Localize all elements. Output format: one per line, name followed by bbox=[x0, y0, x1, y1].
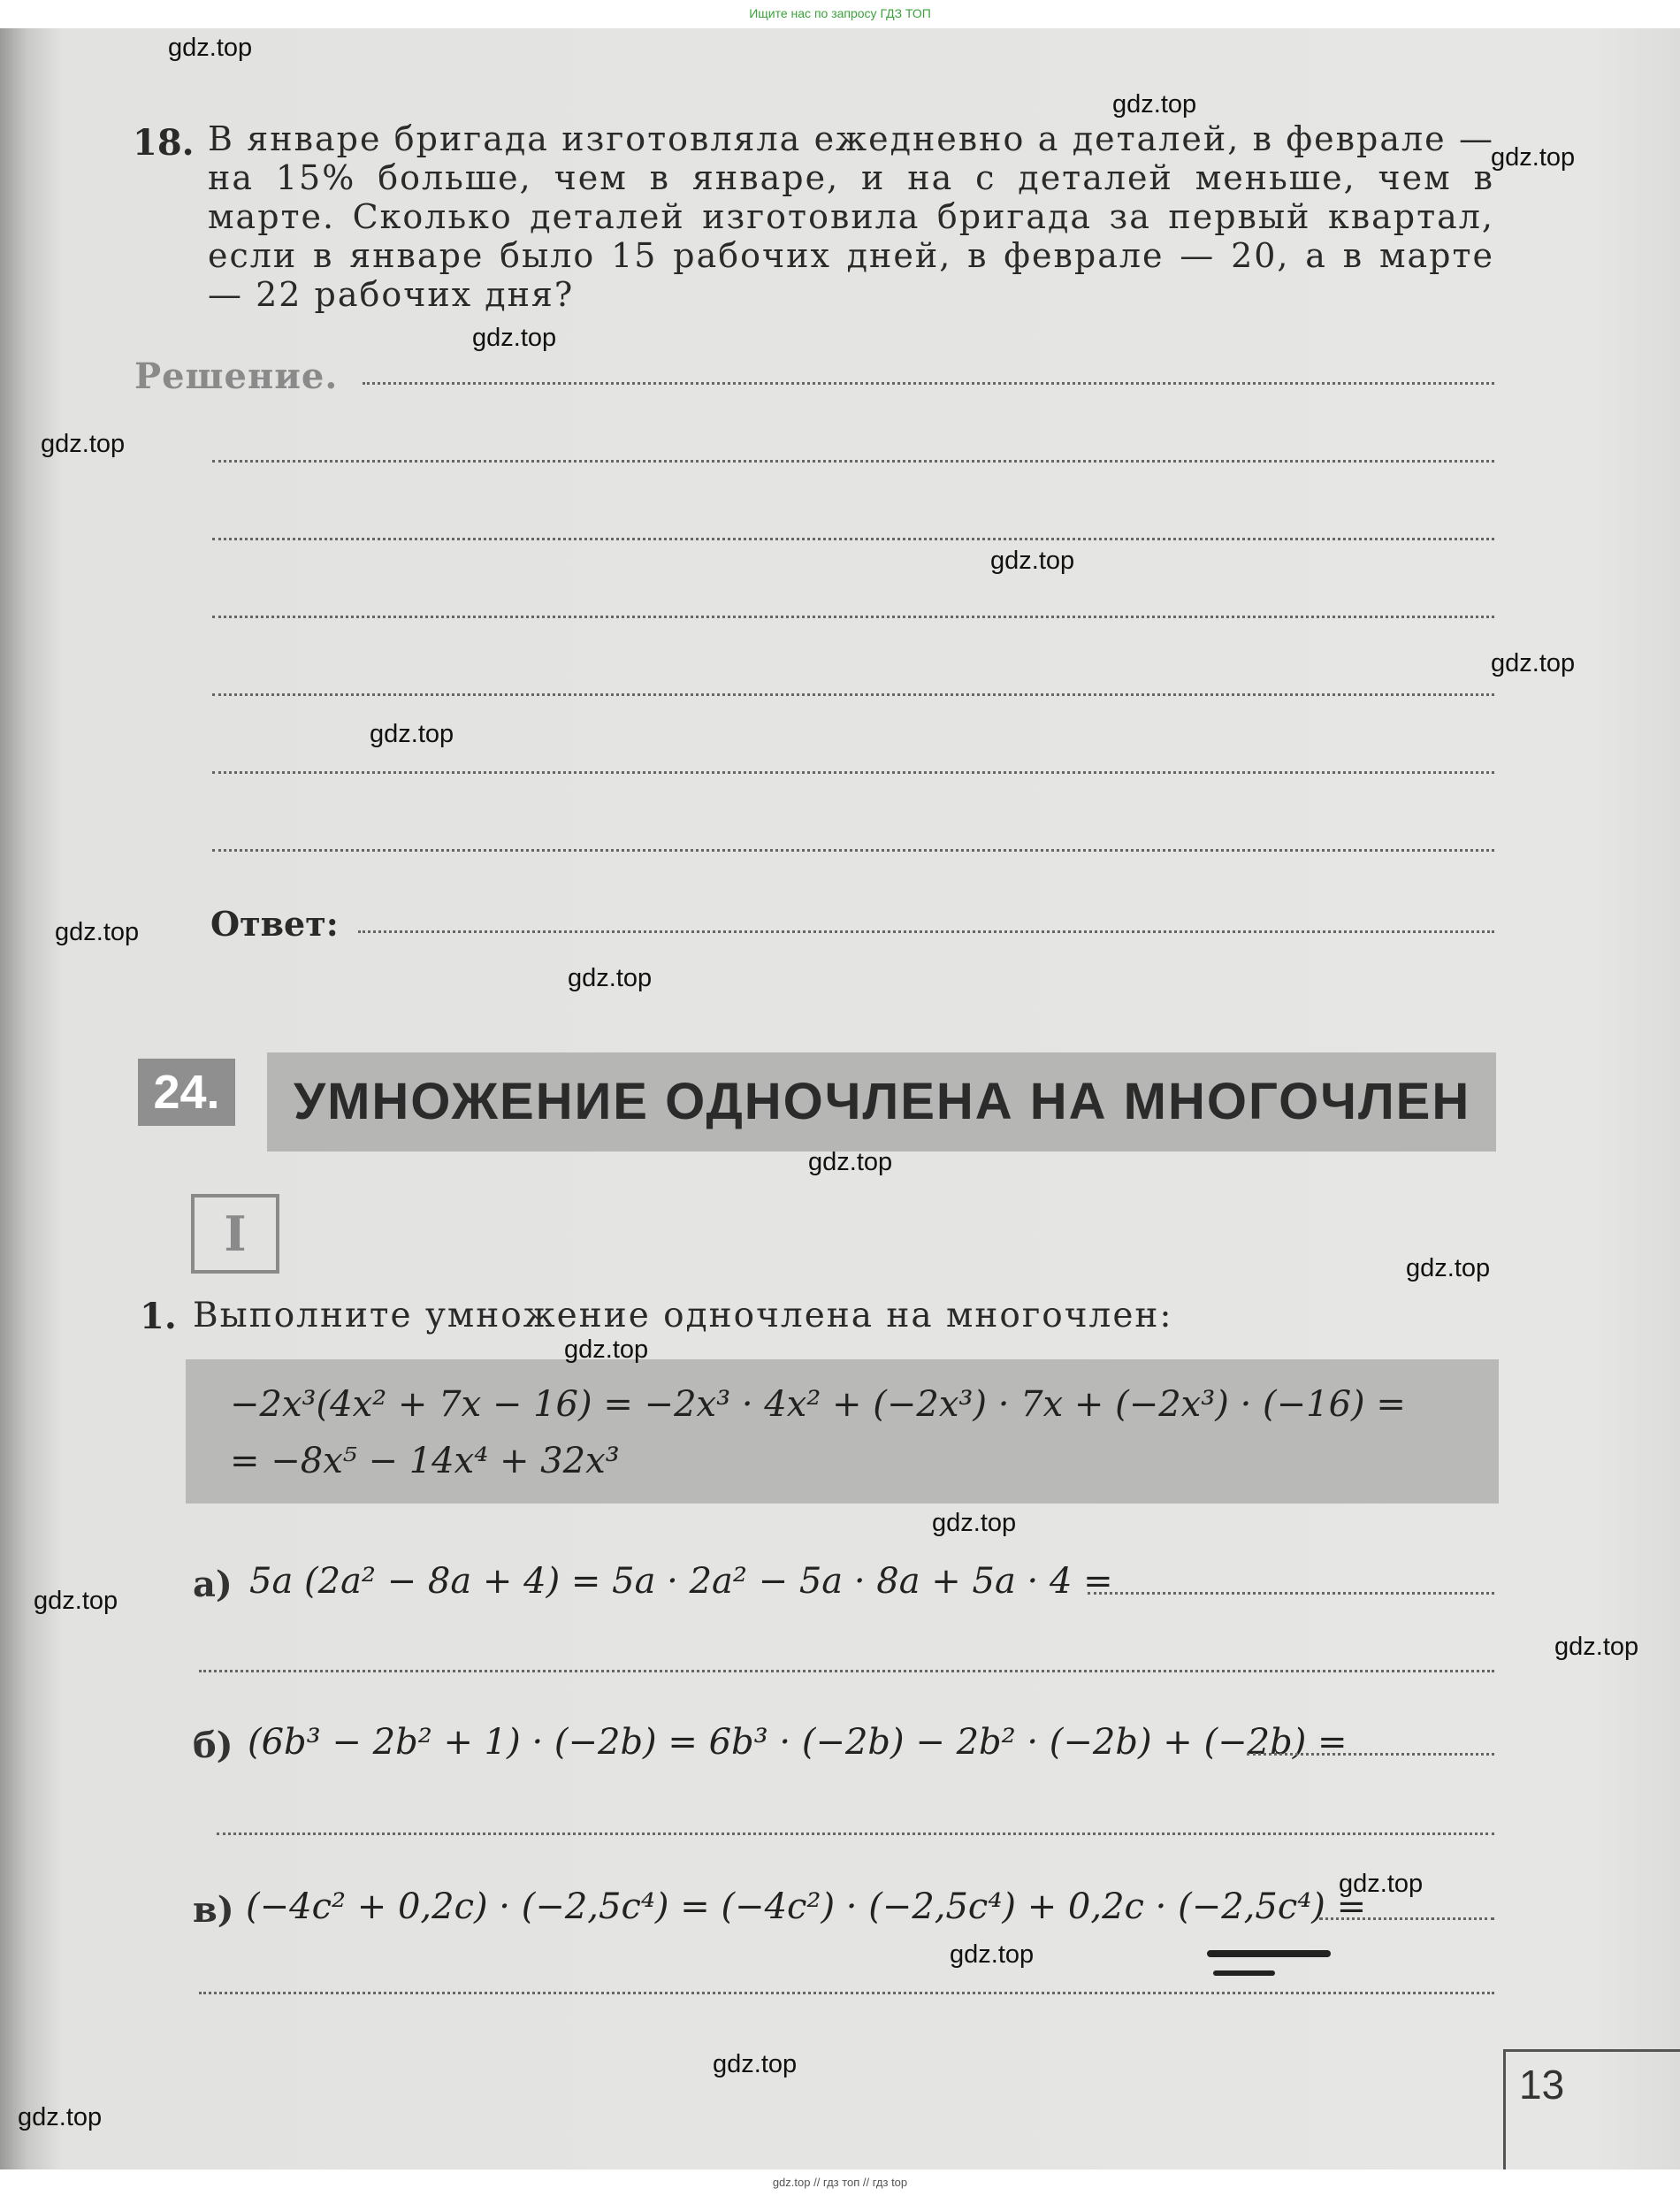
item-c-label: в) bbox=[193, 1889, 234, 1931]
watermark: gdz.top bbox=[808, 1148, 893, 1176]
example-line-1: −2x³(4x² + 7x − 16) = −2x³ · 4x² + (−2x³) · 7x + (−2x³) · (−16) = bbox=[230, 1384, 1406, 1425]
level-badge: I bbox=[191, 1194, 279, 1274]
watermark: gdz.top bbox=[1406, 1254, 1491, 1282]
watermark: gdz.top bbox=[1554, 1633, 1639, 1661]
watermark: gdz.top bbox=[1112, 90, 1197, 119]
watermark: gdz.top bbox=[1339, 1870, 1424, 1898]
watermark: gdz.top bbox=[1491, 649, 1576, 677]
watermark: gdz.top bbox=[34, 1587, 118, 1615]
task-1-prompt: Выполните умножение одночлена на многочлен: bbox=[193, 1296, 1173, 1335]
solution-line-1 bbox=[363, 382, 1494, 385]
example-box bbox=[186, 1359, 1499, 1504]
watermark: gdz.top bbox=[1491, 143, 1576, 172]
item-b-expression: (6b³ − 2b² + 1) · (−2b) = 6b³ · (−2b) − 2b² · (−2b) + (−2b) = bbox=[248, 1722, 1348, 1763]
page-number: 13 bbox=[1519, 2062, 1565, 2108]
answer-line bbox=[358, 930, 1494, 933]
solution-line-4 bbox=[212, 616, 1494, 618]
watermark: gdz.top bbox=[370, 720, 454, 748]
item-b-answer-line bbox=[1247, 1753, 1494, 1756]
ink-smudge-2 bbox=[1213, 1970, 1275, 1976]
task-1-number: 1. bbox=[140, 1296, 177, 1337]
task-18-number: 18. bbox=[133, 122, 195, 164]
solution-line-5 bbox=[212, 693, 1494, 696]
solution-line-2 bbox=[212, 460, 1494, 463]
watermark: gdz.top bbox=[168, 34, 253, 62]
example-line-2: = −8x⁵ − 14x⁴ + 32x³ bbox=[230, 1441, 620, 1481]
watermark: gdz.top bbox=[55, 918, 140, 946]
item-a-answer-line bbox=[1088, 1592, 1494, 1595]
item-c-answer-line bbox=[1319, 1917, 1494, 1920]
answer-label: Ответ: bbox=[210, 904, 339, 944]
item-a-expression: 5a (2a² − 8a + 4) = 5a · 2a² − 5a · 8a + 5a · 4 = bbox=[249, 1561, 1113, 1602]
bottom-banner: gdz.top // гдз топ // гдз top bbox=[0, 2169, 1680, 2196]
watermark: gdz.top bbox=[568, 964, 653, 992]
watermark: gdz.top bbox=[472, 324, 557, 352]
item-a-answer-line-2 bbox=[199, 1670, 1494, 1672]
solution-line-3 bbox=[212, 538, 1494, 540]
watermark: gdz.top bbox=[41, 430, 126, 458]
watermark: gdz.top bbox=[990, 547, 1075, 575]
task-18-text: В январе бригада изготовляла ежедневно a деталей, в феврале — на 15% больше, чем в январе, и на c деталей меньше, чем в марте. Сколько деталей изготовила бригада за первый квартал, если в январе было 15 рабочих дней, в феврале — 20, а в марте — 22 рабочих дня? bbox=[208, 119, 1494, 314]
watermark: gdz.top bbox=[713, 2050, 798, 2078]
item-c-answer-line-2 bbox=[199, 1992, 1494, 1994]
item-c-expression: (−4c² + 0,2c) · (−2,5c⁴) = (−4c²) · (−2,5c⁴) + 0,2c · (−2,5c⁴) = bbox=[246, 1886, 1367, 1927]
watermark: gdz.top bbox=[932, 1509, 1017, 1537]
item-b-label: б) bbox=[193, 1725, 233, 1766]
watermark: gdz.top bbox=[18, 2103, 103, 2131]
top-banner: Ищите нас по запросу ГДЗ ТОП bbox=[0, 0, 1680, 28]
watermark: gdz.top bbox=[564, 1335, 649, 1364]
solution-line-7 bbox=[212, 849, 1494, 852]
item-a-label: а) bbox=[193, 1564, 233, 1605]
section-title: УМНОЖЕНИЕ ОДНОЧЛЕНА НА МНОГОЧЛЕН bbox=[267, 1052, 1496, 1152]
ink-smudge bbox=[1207, 1950, 1331, 1957]
section-number: 24. bbox=[138, 1059, 235, 1126]
solution-line-6 bbox=[212, 771, 1494, 774]
solution-label: Решение. bbox=[134, 356, 339, 397]
watermark: gdz.top bbox=[950, 1940, 1035, 1969]
item-b-answer-line-2 bbox=[217, 1833, 1494, 1835]
